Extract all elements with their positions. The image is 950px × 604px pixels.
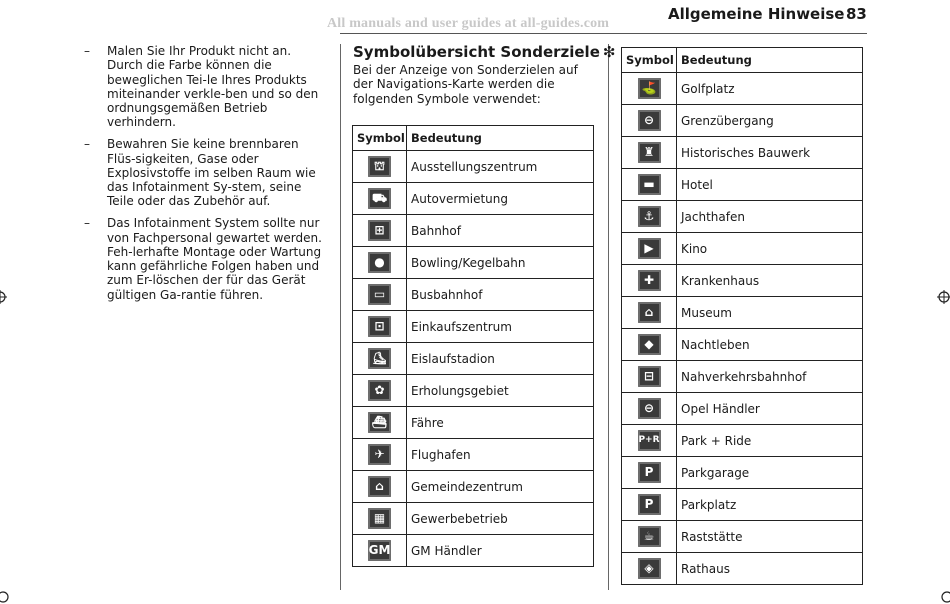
parking-lot-icon: P bbox=[638, 494, 661, 515]
table-row bbox=[353, 215, 594, 247]
symbol-cell bbox=[622, 169, 677, 201]
hospital-icon: ✚ bbox=[638, 270, 661, 291]
registration-mark-icon bbox=[0, 290, 7, 304]
table-row bbox=[353, 151, 594, 183]
table-row bbox=[622, 233, 863, 265]
meaning-cell: Erholungsgebiet bbox=[407, 375, 594, 407]
recreation-area-icon: ✿ bbox=[368, 380, 391, 401]
page-header-title: Allgemeine Hinweise bbox=[668, 5, 845, 23]
symbol-cell bbox=[622, 297, 677, 329]
bowling-icon: ● bbox=[368, 252, 391, 273]
table-row bbox=[353, 407, 594, 439]
symbol-cell bbox=[353, 183, 407, 215]
symbol-cell bbox=[622, 521, 677, 553]
page-number: 83 bbox=[846, 5, 867, 23]
meaning-cell: Gemeindezentrum bbox=[407, 471, 594, 503]
symbol-cell bbox=[353, 407, 407, 439]
symbol-cell bbox=[622, 425, 677, 457]
symbol-cell bbox=[622, 233, 677, 265]
symbol-cell bbox=[622, 73, 677, 105]
table-row bbox=[353, 343, 594, 375]
meaning-cell: Opel Händler bbox=[677, 393, 863, 425]
symbol-cell bbox=[622, 457, 677, 489]
park-and-ride-icon: P+R bbox=[638, 430, 661, 451]
table-row bbox=[353, 471, 594, 503]
symbol-cell bbox=[353, 311, 407, 343]
column-header-symbol: Symbol bbox=[622, 48, 677, 73]
marina-icon: ⚓ bbox=[638, 206, 661, 227]
symbol-cell bbox=[622, 265, 677, 297]
table-row bbox=[622, 265, 863, 297]
town-hall-icon: ◈ bbox=[638, 558, 661, 579]
airport-icon: ✈ bbox=[368, 444, 391, 465]
poi-symbol-icon: ❇ bbox=[602, 43, 616, 61]
table-row bbox=[353, 535, 594, 567]
meaning-cell: Krankenhaus bbox=[677, 265, 863, 297]
table-row bbox=[622, 297, 863, 329]
table-row bbox=[622, 201, 863, 233]
meaning-cell: Nachtleben bbox=[677, 329, 863, 361]
exhibition-center-icon: ⛫ bbox=[368, 156, 391, 177]
meaning-cell: Gewerbebetrieb bbox=[407, 503, 594, 535]
symbol-cell bbox=[353, 503, 407, 535]
symbol-cell bbox=[622, 393, 677, 425]
symbol-table-left bbox=[352, 125, 594, 567]
table-row bbox=[622, 105, 863, 137]
meaning-cell: Bahnhof bbox=[407, 215, 594, 247]
museum-icon: ⌂ bbox=[638, 302, 661, 323]
symbol-cell bbox=[622, 489, 677, 521]
meaning-cell: Raststätte bbox=[677, 521, 863, 553]
symbol-cell bbox=[353, 439, 407, 471]
list-item: – Bewahren Sie keine brennbaren Flüs-sigkeiten, Gase oder Explosivstoffe im selben Raum wie das Infotainment Sy-stem, seine Teile oder das Zubehör auf. bbox=[84, 137, 316, 209]
meaning-cell: Grenzübergang bbox=[677, 105, 863, 137]
column-header-meaning: Bedeutung bbox=[677, 48, 863, 73]
meaning-cell: Einkaufszentrum bbox=[407, 311, 594, 343]
registration-mark-icon bbox=[940, 590, 950, 604]
symbol-cell bbox=[353, 343, 407, 375]
table-row bbox=[622, 521, 863, 553]
watermark: All manuals and user guides at all-guides.com bbox=[327, 16, 610, 31]
table-row bbox=[353, 247, 594, 279]
shopping-center-icon: ⊡ bbox=[368, 316, 391, 337]
table-row bbox=[622, 73, 863, 105]
meaning-cell: Historisches Bauwerk bbox=[677, 137, 863, 169]
registration-mark-icon bbox=[937, 290, 950, 304]
symbol-cell bbox=[353, 535, 407, 567]
table-row bbox=[353, 311, 594, 343]
opel-dealer-icon: ⊖ bbox=[638, 398, 661, 419]
meaning-cell: Rathaus bbox=[677, 553, 863, 585]
ferry-icon: ⛴ bbox=[368, 412, 391, 433]
meaning-cell: Fähre bbox=[407, 407, 594, 439]
symbol-cell bbox=[353, 471, 407, 503]
meaning-cell: Autovermietung bbox=[407, 183, 594, 215]
symbol-table-right bbox=[621, 47, 863, 585]
symbol-cell bbox=[353, 215, 407, 247]
cinema-icon: ▶ bbox=[638, 238, 661, 259]
meaning-cell: Parkplatz bbox=[677, 489, 863, 521]
column-divider-right bbox=[608, 44, 609, 590]
meaning-cell: Busbahnhof bbox=[407, 279, 594, 311]
border-crossing-icon: ⊖ bbox=[638, 110, 661, 131]
meaning-cell: Museum bbox=[677, 297, 863, 329]
symbol-cell bbox=[622, 201, 677, 233]
hotel-icon: ▬ bbox=[638, 174, 661, 195]
symbol-cell bbox=[622, 553, 677, 585]
list-item: – Das Infotainment System sollte nur von Fachpersonal gewartet werden. Feh-lerhafte Montage oder Wartung kann gefährliche Folgen haben und zum Er-löschen der für das Gerät gültigen Ga-rantie führen. bbox=[84, 216, 322, 302]
symbol-cell bbox=[353, 151, 407, 183]
ice-rink-icon: ⛸ bbox=[368, 348, 391, 369]
meaning-cell: GM Händler bbox=[407, 535, 594, 567]
meaning-cell: Bowling/Kegelbahn bbox=[407, 247, 594, 279]
nightlife-icon: ◆ bbox=[638, 334, 661, 355]
meaning-cell: Flughafen bbox=[407, 439, 594, 471]
symbol-cell bbox=[622, 137, 677, 169]
table-row bbox=[353, 375, 594, 407]
car-rental-icon: ⛟ bbox=[368, 188, 391, 209]
table-row bbox=[622, 457, 863, 489]
safety-bullet-list bbox=[84, 44, 330, 310]
symbol-cell bbox=[353, 247, 407, 279]
column-divider-left bbox=[340, 44, 341, 590]
symbol-cell bbox=[353, 279, 407, 311]
column-header-symbol: Symbol bbox=[353, 126, 407, 151]
meaning-cell: Jachthafen bbox=[677, 201, 863, 233]
parking-garage-icon: P bbox=[638, 462, 661, 483]
table-row bbox=[622, 393, 863, 425]
table-row bbox=[353, 503, 594, 535]
meaning-cell: Golfplatz bbox=[677, 73, 863, 105]
community-center-icon: ⌂ bbox=[368, 476, 391, 497]
section-intro: Bei der Anzeige von Sonderzielen auf der Navigations-Karte werden die folgenden Symbole verwendet: bbox=[353, 63, 578, 106]
table-row bbox=[353, 279, 594, 311]
column-header-meaning: Bedeutung bbox=[407, 126, 594, 151]
gm-dealer-icon: GM bbox=[368, 540, 391, 561]
meaning-cell: Park + Ride bbox=[677, 425, 863, 457]
section-title: Symbolübersicht Sonderziele ❇ bbox=[353, 43, 616, 61]
local-transport-station-icon: ⊟ bbox=[638, 366, 661, 387]
meaning-cell: Ausstellungszentrum bbox=[407, 151, 594, 183]
header-rule bbox=[340, 33, 867, 34]
rest-stop-icon: ☕ bbox=[638, 526, 661, 547]
table-row bbox=[353, 183, 594, 215]
table-row bbox=[622, 489, 863, 521]
meaning-cell: Hotel bbox=[677, 169, 863, 201]
meaning-cell: Parkgarage bbox=[677, 457, 863, 489]
train-station-icon: ⊞ bbox=[368, 220, 391, 241]
meaning-cell: Kino bbox=[677, 233, 863, 265]
registration-mark-icon bbox=[0, 590, 10, 604]
table-row bbox=[622, 169, 863, 201]
historic-building-icon: ♜ bbox=[638, 142, 661, 163]
business-icon: ▦ bbox=[368, 508, 391, 529]
golf-course-icon: ⛳ bbox=[638, 78, 661, 99]
symbol-cell bbox=[622, 329, 677, 361]
meaning-cell: Eislaufstadion bbox=[407, 343, 594, 375]
table-row bbox=[622, 425, 863, 457]
symbol-cell bbox=[353, 375, 407, 407]
list-item: – Malen Sie Ihr Produkt nicht an. Durch die Farbe können die beweglichen Tei-le Ihres Produkts miteinander verkle-ben und so den ordnungsgemäßen Betrieb verhindern. bbox=[84, 44, 319, 130]
table-row bbox=[622, 361, 863, 393]
meaning-cell: Nahverkehrsbahnhof bbox=[677, 361, 863, 393]
bus-station-icon: ▭ bbox=[368, 284, 391, 305]
table-row bbox=[622, 553, 863, 585]
table-row bbox=[622, 137, 863, 169]
symbol-cell bbox=[622, 361, 677, 393]
table-row bbox=[622, 329, 863, 361]
symbol-cell bbox=[622, 105, 677, 137]
table-row bbox=[353, 439, 594, 471]
